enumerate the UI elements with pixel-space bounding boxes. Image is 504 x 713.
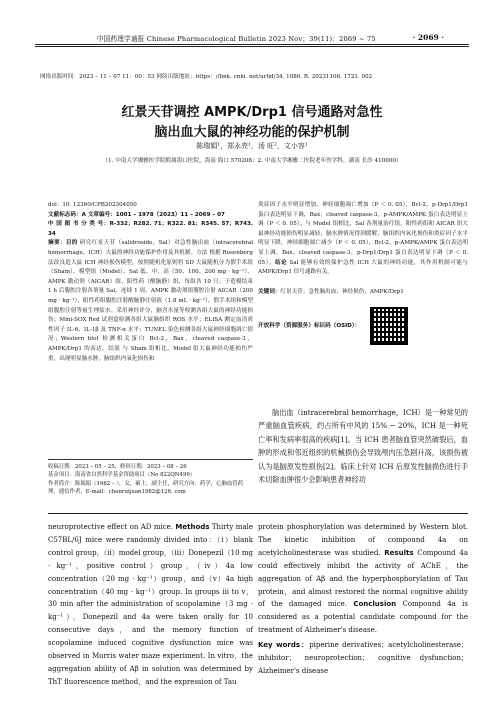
page-number: · 2069 · [412,33,444,42]
english-conclusion-text: Compound 4a is considered as a potential candidate compound for the treatment of Alzheimer's disease. [258,600,468,635]
header-rule [35,44,469,45]
conclusion-text: Sal 能够有效的保护急性 ICH 大鼠的神经功能，其作用机制可能与 AMPK/Drp1 信号通路有关。 [258,259,468,276]
author-list: 陈瑞娟¹，郑永亮¹，汤 旺²，文小容¹ [196,142,308,150]
osid-row [258,307,468,345]
osid-label: 开放科学（资源服务）标识码（OSID）： [258,322,361,329]
english-keywords-text: piperine derivatives；acetylcholinesterase；inhibitor； neuroprotection； cognitive dysfunction；Alzheimer's disease [258,641,468,675]
english-methods-text: Thirty male C57BL/6J mice were randomly divided into：（i）blank control group，（ii）model group，（iii）Donepezil（10 mg · kg⁻¹，positive control）group，（iv）4a low concentration（20 mg · kg⁻¹）group，and（v）4a high concentration（40 mg · kg⁻¹）group. In groups iii to v，30 min after the administration of scopolamine（3 mg · kg⁻¹），Donepezil and 4a were taken orally for 10 consecutive days，and the memory function of scopolamine induced cognitive dysfunction mice was observed in Morris water maze experiment. In vitro，the aggregation ability of Aβ in solution was determined by ThT fluorescence method，and the expression of Tau [48,523,253,686]
english-keywords [258,639,468,678]
conclusion-label: 结论 [274,259,288,266]
introduction-paragraph: 脑出血（intracerebral hemorrhage，ICH）是一种常见的严重脑血管疾病，约占所有中风的 15% ~ 20%，ICH 是一种死亡率和发病率很高的疾病[1]。当 ICH 患者脑血管突然破裂后，血肿的形成和邻近组织的机械损伤会导致颅内压急剧升高，该损伤被认为是脑原发性损伤[2]。临床上针对 ICH 后原发性脑损伤进行手术切除血肿很少会影响患者神经功 [258,408,468,485]
english-text-1: neuroprotective effect on AD mice. [48,523,173,531]
section-separator [48,513,468,514]
abstract-continued [258,201,468,278]
article-id: 文献标志码：A 文章编号：1001 – 1978（2023）11 – 2069 – 07 [48,211,225,218]
qr-code-icon[interactable] [370,307,408,345]
keywords [258,288,468,298]
methods-label: Methods [175,523,210,531]
header-rule-thin [35,46,469,47]
affiliation: （1. 中南大学湘雅医学院附属海口医院，海南 海口 570208；2. 中南大学湘雅二医院老年医学科，湖南 长沙 410000） [102,158,402,164]
abstract-left-column [48,201,253,364]
running-header [60,33,444,43]
online-publication-info: 网络出版时间：2023 – 11 – 07 11：00：53 网络出版地址：https：//link. cnki. net/urlid/34. 1086. R. 20231106. 1721. 002 [40,74,373,80]
article-title-line1: 红景天苷调控 AMPK/Drp1 信号通路对急性 [121,105,383,120]
english-results-text: Compound 4a could effectively inhibit the activity of AChE，the aggregation of Aβ and the hyperphosphorylation of Tau protein，and almost restored the normal cognitive ability of the damaged mice. [258,548,468,609]
english-text-2: protein phosphorylation was determined by Western blot. The kinetic inhibition of compound 4a on acetylcholinesterase was studied. [258,523,468,557]
doi: doi：10. 12360/CPB202304050 [48,202,137,208]
article-title-line2: 脑出血大鼠的神经功能的保护机制 [154,125,350,140]
journal-citation: 中国药理学通报 Chinese Pharmacological Bulletin 2023 Nov；39(11)：2069 ~ 75 [96,35,376,43]
author-info: 作者简介：陈瑞娟（1982 – ），女，硕士，副主任，研究方向：药学，心脑血管药理，通信作者，E-mail：chenruijuan1982@126. com [48,480,244,496]
keywords-text: 红景天苷；急性脑出血；神经损伤；AMPK/Drp1 [280,288,404,295]
abstract-paragraph [48,239,253,364]
results-label: Results [384,548,414,557]
keywords-label: 关键词： [258,288,281,295]
received-date: 收稿日期：2023 – 05 – 25，修回日期：2023 – 08 – 26 [48,464,187,470]
english-keywords-label: Key words： [258,641,310,650]
abstract-label: 摘要：目的 [48,240,78,247]
fund-info: 基金项目：海南省自然科学基金资助项目（No 822QN499） [48,472,196,479]
english-abstract-right [258,521,468,678]
abstract-right-column [258,201,468,345]
english-abstract-left [48,521,253,689]
abstract-text: 研究红景天苷（salidroside，Sal）对急性脑出血（intracerebral hemorrhage，ICH）大鼠的神经功能保护作用及其机制。方法 根据 Rosenberg 法改良造大鼠 ICH 神经损伤模型。按照随机化原则将 SD 大鼠随机分为假手术组（Sham）、模型组（Model）、Sal 低、中、高（50、100、200 mg · kg⁻¹）、AMPK 激动剂（AICAR）组、阳性药（醒脑静）组，每组各 10 只。于造模结束 1 h 后腹腔注射各剂量 Sal，连续 1 周，AMPK 激动剂组腹腔注射 AICAR（200 mg · kg⁻¹），阳性药组腹腔注射醒脑静注射液（1.8 mL · kg⁻¹），假手术组和模型组腹腔注射等量生理盐水。采用神经评分，脑含水量等检测各组大鼠的神经功能损伤；Mini-SOX Red 试剂盒检测各组大鼠脑组织 ROS 水平；ELISA 测定血清炎性因子 IL-6、IL-1β 及 TNF-α 水平；TUNEL 染色检测各组大鼠神经细胞凋亡情况；Western blot 检测相关蛋白 Bcl-2，Bax，cleaved caspase-3，AMPK/Drp1 的表达。结果 与 Sham 组相比，Model 组大鼠神经功能损伤严重，出现明显脑水肿，脑组织内氧化损伤和 [48,240,253,362]
footnote [48,459,253,497]
english-conclusion-label: Conclusion [353,600,397,609]
abstract-continued-text: 炎症因子水平明显增加，神经细胞凋亡增加（P ＜ 0. 05），Bcl-2，p-Drp1/Drp1 蛋白表达明显下调，Bax，cleaved caspase-3，p-AMPK/AMPK 蛋白表达明显上调（P ＜ 0. 05）；与 Model 组相比，Sal 各剂量治疗组，阳性药组和 AICAR 组大鼠神经功能损伤明显减轻，脑水肿情况得到缓解，脑组织内氧化损伤和炎症因子水平明显下降，神经细胞凋亡减少（P ＜ 0. 05），Bcl-2，p-AMPK/AMPK 蛋白表达明显上调，Bax，cleaved caspase-3，p-Drp1/Drp1 蛋白表达明显下调（P ＜ 0. 05）。 [258,202,468,266]
clc-number: 中 国 图 书 分 类 号：R-332；R282. 71；R322. 81；R345. 57；R743. 34 [48,221,253,237]
